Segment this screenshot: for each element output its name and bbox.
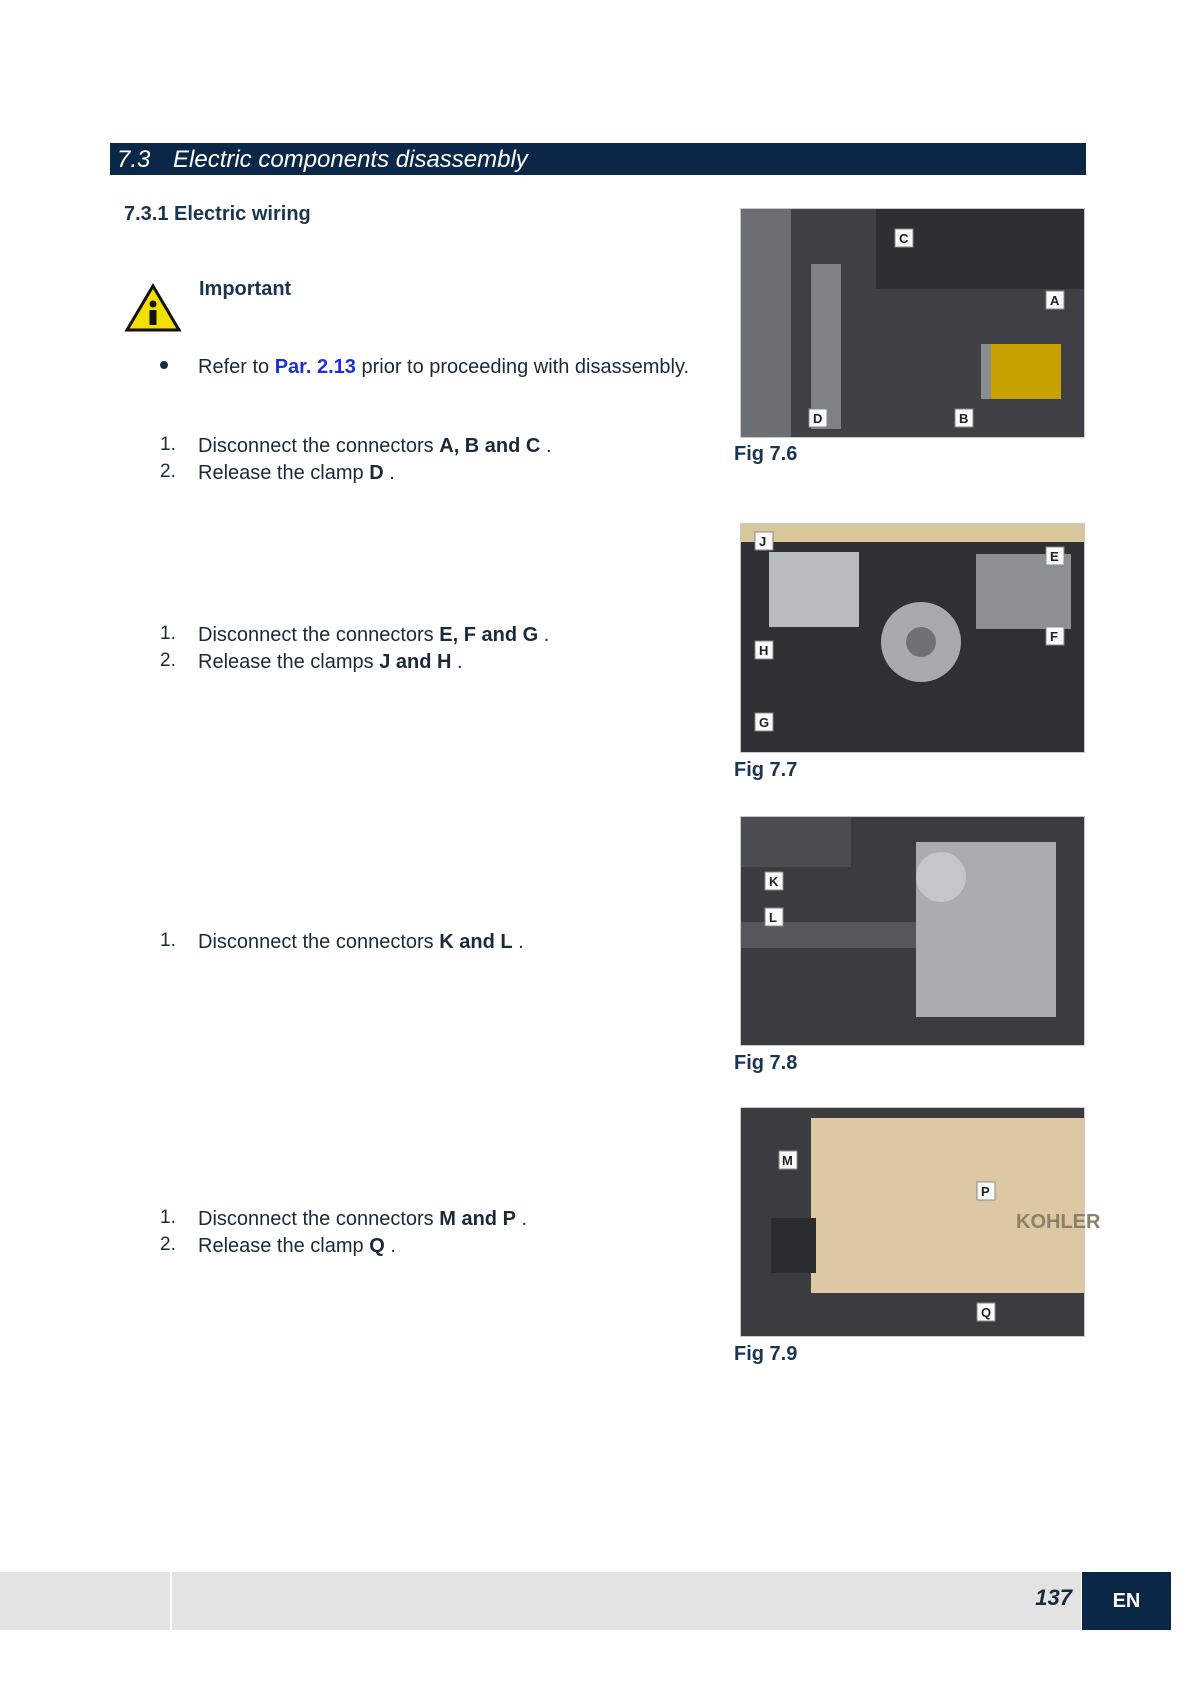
figure-image — [740, 523, 1085, 753]
figure-image — [740, 1107, 1101, 1337]
important-label: Important — [199, 278, 292, 300]
step-marker: 1. — [160, 930, 176, 951]
footer-bar — [172, 1572, 1081, 1630]
fig-label: C — [899, 231, 909, 246]
fig-label: E — [1050, 549, 1059, 564]
subsection-title: 7.3.1 Electric wiring — [124, 203, 311, 225]
page-number: 137 — [1035, 1585, 1072, 1610]
step-text: Release the clamp D . — [198, 462, 395, 484]
fig-label: K — [769, 874, 779, 889]
fig-label: B — [959, 411, 969, 426]
figure-caption: Fig 7.6 — [734, 443, 798, 465]
fig-label: P — [981, 1184, 990, 1199]
fig-label: G — [759, 715, 770, 730]
fig-label: Q — [981, 1305, 992, 1320]
figure-caption: Fig 7.9 — [734, 1343, 798, 1365]
bullet-text: Refer to Par. 2.13 prior to proceeding with disassembly. — [198, 356, 690, 378]
section-number: 7.3 — [117, 146, 151, 173]
fig-label: D — [813, 411, 823, 426]
section-title: Electric components disassembly — [173, 146, 528, 173]
step-marker: 2. — [160, 1234, 176, 1255]
fig-label: J — [759, 534, 767, 549]
figure-image — [740, 816, 1085, 1046]
warning-info-icon — [124, 283, 182, 333]
bullet-dot — [160, 361, 168, 369]
step-marker: 1. — [160, 434, 176, 455]
figure-caption: Fig 7.8 — [734, 1052, 798, 1074]
step-text: Disconnect the connectors E, F and G . — [198, 624, 550, 646]
fig-label: L — [769, 910, 777, 925]
language-badge: EN — [1082, 1572, 1171, 1630]
step-marker: 1. — [160, 623, 176, 644]
figure-image — [740, 208, 1085, 438]
fig-label: A — [1050, 293, 1060, 308]
fig-label: M — [782, 1153, 793, 1168]
step-marker: 2. — [160, 650, 176, 671]
step-text: Release the clamps J and H . — [198, 651, 463, 673]
step-marker: 2. — [160, 461, 176, 482]
step-text: Disconnect the connectors M and P . — [198, 1208, 528, 1230]
section-header — [110, 143, 1086, 175]
footer-left-block — [0, 1572, 170, 1630]
step-marker: 1. — [160, 1207, 176, 1228]
fig-label: H — [759, 643, 769, 658]
logo-text: KOHLER — [1016, 1211, 1101, 1233]
fig-label: F — [1050, 629, 1058, 644]
step-text: Disconnect the connectors A, B and C . — [198, 435, 552, 457]
step-text: Disconnect the connectors K and L . — [198, 931, 524, 953]
figure-caption: Fig 7.7 — [734, 759, 798, 781]
par-link[interactable]: Par. 2.13 — [274, 356, 356, 378]
step-text: Release the clamp Q . — [198, 1235, 396, 1257]
